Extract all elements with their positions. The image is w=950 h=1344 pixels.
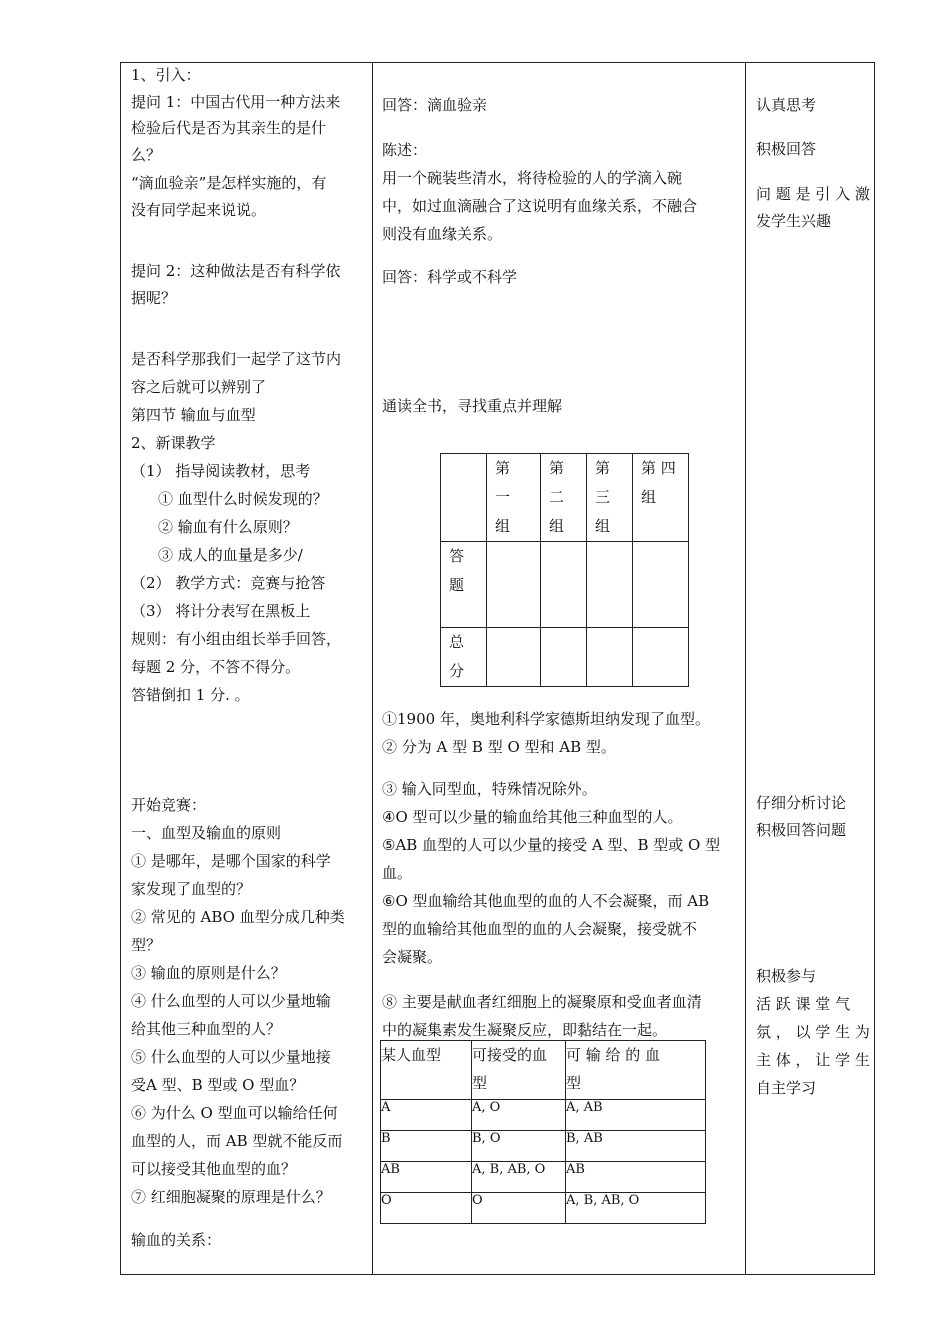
blood-compatibility-table [380,1040,706,1224]
group-2-char-3: 组 [549,517,565,535]
group-3-char-3: 组 [595,517,611,535]
guide-question-3: ③ 成人的血量是多少/ [158,546,303,564]
transfusion-relation-label: 输血的关系： [131,1231,222,1249]
question-2-line1: 提问 2：这种做法是否有科学依 [131,262,341,280]
intro-heading: 1、引入： [131,66,201,84]
total-cell [541,628,587,687]
answer-agglutination-line3: 会凝聚。 [382,948,443,966]
question-1-line4: “滴血验亲”是怎样实施的，有 [131,174,327,192]
can-receive-cell: O [472,1193,566,1224]
rules-line3: 答错倒扣 1 分. 。 [131,686,250,704]
question-1-line5: 没有同学起来说说。 [131,201,267,219]
blood-type-cell: A [381,1100,472,1131]
score-table-corner [441,454,487,542]
contest-q5-line2: 受A 型、B 型或 O 型血？ [131,1076,305,1094]
group-3-char-1: 第 [595,459,611,477]
contest-q1-line2: 家发现了血型的？ [131,880,252,898]
score-cell [587,542,633,628]
blood-table-row-ab [381,1162,706,1193]
intent-interest-line2: 发学生兴趣 [756,212,832,230]
section-title: 第四节 输血与血型 [131,406,256,424]
answer-principle: ③ 输入同型血，特殊情况除外。 [382,780,597,798]
score-cell [541,542,587,628]
statement-line2: 中，如过血滴融合了这说明有血缘关系，不融合 [382,197,698,215]
group-1-char-3: 组 [495,517,511,535]
group-4-char-2: 组 [641,488,657,506]
blood-type-cell: AB [381,1162,472,1193]
answer-agglutination-line1: ⑥O 型血输给其他血型的血的人不会凝聚，而 AB [382,892,710,910]
question-1-line1: 提问 1：中国古代用一种方法来 [131,93,341,111]
header-can-receive-line2: 型 [472,1074,488,1092]
column-divider-1 [372,63,373,1274]
contest-q7: ⑦ 红细胞凝聚的原理是什么？ [131,1188,331,1206]
can-receive-cell: A, O [472,1100,566,1131]
intent-participate-line4: 主 体 ， 让 学 生 [756,1051,870,1069]
total-cell [587,628,633,687]
header-can-donate-line1: 可 输 给 的 血 [566,1046,661,1064]
score-table-row-label-total [441,628,487,687]
header-blood-type-text: 某人血型 [381,1046,442,1064]
column-divider-2 [745,63,746,1274]
can-donate-cell: A, B, AB, O [566,1193,706,1224]
can-donate-cell: B, AB [566,1131,706,1162]
answer-2: 回答：科学或不科学 [382,268,518,286]
intent-interest-line1: 问 题 是 引 入 激 [756,185,870,203]
intent-analyze: 仔细分析讨论 [756,794,847,812]
answer-1: 回答：滴血验亲 [382,96,488,114]
guide-step-2: （2） 教学方式：竞赛与抢答 [131,574,326,592]
total-cell [633,628,689,687]
score-table-row-label-answer [441,542,487,628]
contest-q4-line1: ④ 什么血型的人可以少量地输 [131,992,331,1010]
row-total-char-2: 分 [449,662,465,680]
blood-type-heading: 一、血型及输血的原则 [131,824,282,842]
intent-participate-line3: 氛 ， 以 学 生 为 [756,1023,870,1041]
guide-question-2: ② 输血有什么原则？ [158,518,298,536]
intent-answer-questions: 积极回答问题 [756,821,847,839]
question-2-line2: 据呢？ [131,289,177,307]
contest-q2-line2: 型？ [131,936,162,954]
group-3-char-2: 三 [595,488,611,506]
score-table-group-4 [633,454,689,542]
answer-ab-recipient-line2: 血。 [382,864,413,882]
group-4-char-1: 第 四 [641,459,676,477]
answer-discovery: ①1900 年，奥地利科学家德斯坦纳发现了血型。 [382,710,710,728]
score-table-group-3 [587,454,633,542]
blood-type-cell: O [381,1193,472,1224]
intent-answer: 积极回答 [756,140,817,158]
answer-mechanism-line2: 中的凝集素发生凝聚反应，即黏结在一起。 [382,1021,668,1039]
guide-step-1: （1） 指导阅读教材，思考 [131,462,311,480]
answer-mechanism-line1: ⑧ 主要是献血者红细胞上的凝聚原和受血者血清 [382,993,702,1011]
intent-participate-line1: 积极参与 [756,967,817,985]
header-blood-type [381,1041,472,1100]
question-1-line2: 检验后代是否为其亲生的是什 [131,119,327,137]
group-2-char-2: 二 [549,488,565,506]
can-donate-cell: AB [566,1162,706,1193]
blood-table-row-o [381,1193,706,1224]
blood-table-row-a [381,1100,706,1131]
score-table-header-row [441,454,689,542]
score-cell [487,542,541,628]
contest-q6-line1: ⑥ 为什么 O 型血可以输给任何 [131,1104,338,1122]
rules-line1: 规则：有小组由组长举手回答， [131,630,342,648]
row-answer-char-2: 题 [449,576,465,594]
contest-q4-line2: 给其他三种血型的人？ [131,1020,282,1038]
statement-line1: 用一个碗装些清水，将待检验的人的学滴入碗 [382,169,683,187]
guide-step-3: （3） 将计分表写在黑板上 [131,602,311,620]
row-answer-char-1: 答 [449,547,465,565]
intent-participate-line2: 活 跃 课 堂 气 [756,995,851,1013]
group-2-char-1: 第 [549,459,565,477]
answer-o-donor: ④O 型可以少量的输血给其他三种血型的人。 [382,808,683,826]
score-table-row-answer [441,542,689,628]
statement-label: 陈述： [382,141,428,159]
score-table [440,453,689,687]
blood-table-header [381,1041,706,1100]
contest-start: 开始竞赛： [131,796,207,814]
score-table-group-1 [487,454,541,542]
answer-ab-recipient-line1: ⑤AB 血型的人可以少量的接受 A 型、B 型或 O 型 [382,836,721,854]
score-cell [633,542,689,628]
intent-think: 认真思考 [756,96,817,114]
contest-q6-line2: 血型的人，而 AB 型就不能反而 [131,1132,343,1150]
blood-type-cell: B [381,1131,472,1162]
can-donate-cell: A, AB [566,1100,706,1131]
group-1-char-1: 第 [495,459,511,477]
answer-types: ② 分为 A 型 B 型 O 型和 AB 型。 [382,738,616,756]
header-can-receive [472,1041,566,1100]
total-cell [487,628,541,687]
can-receive-cell: B, O [472,1131,566,1162]
group-1-char-2: 一 [495,488,511,506]
contest-q6-line3: 可以接受其他血型的血？ [131,1160,297,1178]
contest-q5-line1: ⑤ 什么血型的人可以少量地接 [131,1048,331,1066]
transition-line1: 是否科学那我们一起学了这节内 [131,350,342,368]
blood-table-row-b [381,1131,706,1162]
question-1-line3: 么？ [131,146,162,164]
intent-participate-line5: 自主学习 [756,1079,817,1097]
statement-line3: 则没有血缘关系。 [382,225,503,243]
contest-q3: ③ 输血的原则是什么？ [131,964,286,982]
rules-line2: 每题 2 分，不答不得分。 [131,658,301,676]
transition-line2: 容之后就可以辨别了 [131,378,267,396]
contest-q1-line1: ① 是哪年，是哪个国家的科学 [131,852,331,870]
score-table-group-2 [541,454,587,542]
reading-instruction: 通读全书，寻找重点并理解 [382,397,563,415]
answer-agglutination-line2: 型的血输给其他血型的血的人会凝聚，接受就不 [382,920,698,938]
score-table-row-total [441,628,689,687]
header-can-donate-line2: 型 [566,1074,582,1092]
contest-q2-line1: ② 常见的 ABO 血型分成几种类 [131,908,345,926]
row-total-char-1: 总 [449,633,465,651]
header-can-donate [566,1041,706,1100]
guide-question-1: ① 血型什么时候发现的？ [158,490,328,508]
new-lesson-heading: 2、新课教学 [131,434,216,452]
can-receive-cell: A, B, AB, O [472,1162,566,1193]
header-can-receive-line1: 可接受的血 [472,1046,548,1064]
